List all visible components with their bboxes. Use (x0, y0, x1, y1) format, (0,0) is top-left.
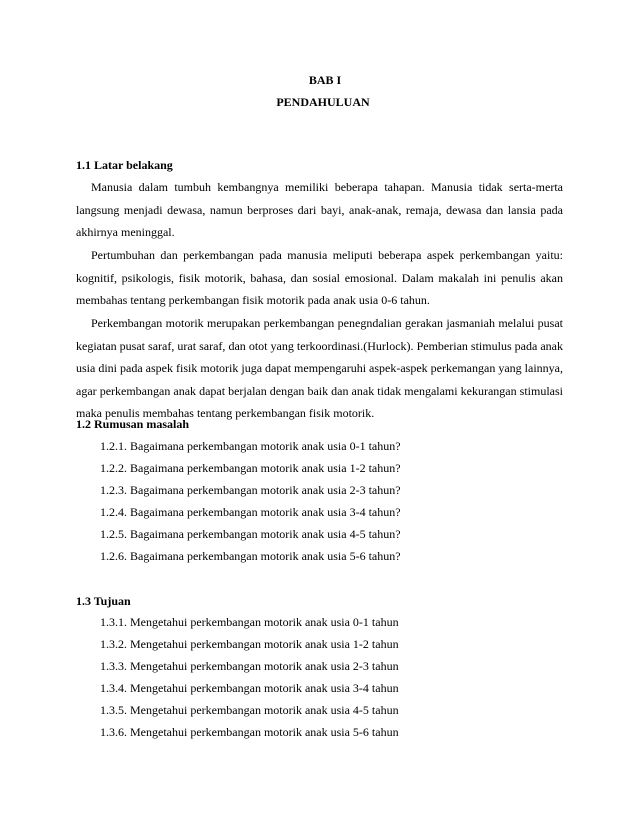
chapter-title: PENDAHULUAN (276, 95, 370, 109)
chapter-number: BAB I (308, 73, 342, 87)
tujuan-list (100, 615, 399, 747)
list-item: 1.2.5. Bagaimana perkembangan motorik anak usia 4-5 tahun? (100, 527, 401, 541)
list-item: 1.3.6. Mengetahui perkembangan motorik anak usia 5-6 tahun (100, 725, 399, 739)
list-item: 1.2.6. Bagaimana perkembangan motorik anak usia 5-6 tahun? (100, 549, 401, 563)
section-heading-latar-belakang: 1.1 Latar belakang (76, 158, 173, 172)
list-item: 1.3.2. Mengetahui perkembangan motorik anak usia 1-2 tahun (100, 637, 399, 651)
list-item: 1.2.3. Bagaimana perkembangan motorik anak usia 2-3 tahun? (100, 483, 401, 497)
paragraph-1: Manusia dalam tumbuh kembangnya memiliki beberapa tahapan. Manusia tidak serta-merta langsung menjadi dewasa, namun berproses dari bayi, anak-anak, remaja, dewasa dan lansia pada akhirnya meninggal. (76, 180, 563, 240)
list-item: 1.3.3. Mengetahui perkembangan motorik anak usia 2-3 tahun (100, 659, 399, 673)
section-heading-rumusan-masalah: 1.2 Rumusan masalah (76, 417, 190, 431)
list-item: 1.2.2. Bagaimana perkembangan motorik anak usia 1-2 tahun? (100, 461, 401, 475)
rumusan-masalah-list (100, 439, 401, 571)
list-item: 1.3.5. Mengetahui perkembangan motorik anak usia 4-5 tahun (100, 703, 399, 717)
paragraph-3: Perkembangan motorik merupakan perkembangan penegndalian gerakan jasmaniah melalui pusat kegiatan pusat saraf, urat saraf, dan otot yang terkoordinasi.(Hurlock). Pemberian stimulus pada anak usia dini pada aspek fisik motorik juga dapat mempengaruhi aspek-aspek perkemangan yang lainnya, agar perkembangan anak dapat berjalan dengan baik dan anak tidak mengalami kekurangan stimulasi maka penulis membahas tentang perkembangan fisik motorik. (76, 316, 563, 421)
list-item: 1.3.1. Mengetahui perkembangan motorik anak usia 0-1 tahun (100, 615, 399, 629)
list-item: 1.2.4. Bagaimana perkembangan motorik anak usia 3-4 tahun? (100, 505, 401, 519)
list-item: 1.3.4. Mengetahui perkembangan motorik anak usia 3-4 tahun (100, 681, 399, 695)
paragraph-2: Pertumbuhan dan perkembangan pada manusia meliputi beberapa aspek perkembangan yaitu: kognitif, psikologis, fisik motorik, bahasa, dan sosial emosional. Dalam makalah ini penulis akan membahas tentang perkembangan fisik motorik pada anak usia 0-6 tahun. (76, 248, 563, 308)
section-heading-tujuan: 1.3 Tujuan (76, 594, 131, 608)
list-item: 1.2.1. Bagaimana perkembangan motorik anak usia 0-1 tahun? (100, 439, 401, 453)
